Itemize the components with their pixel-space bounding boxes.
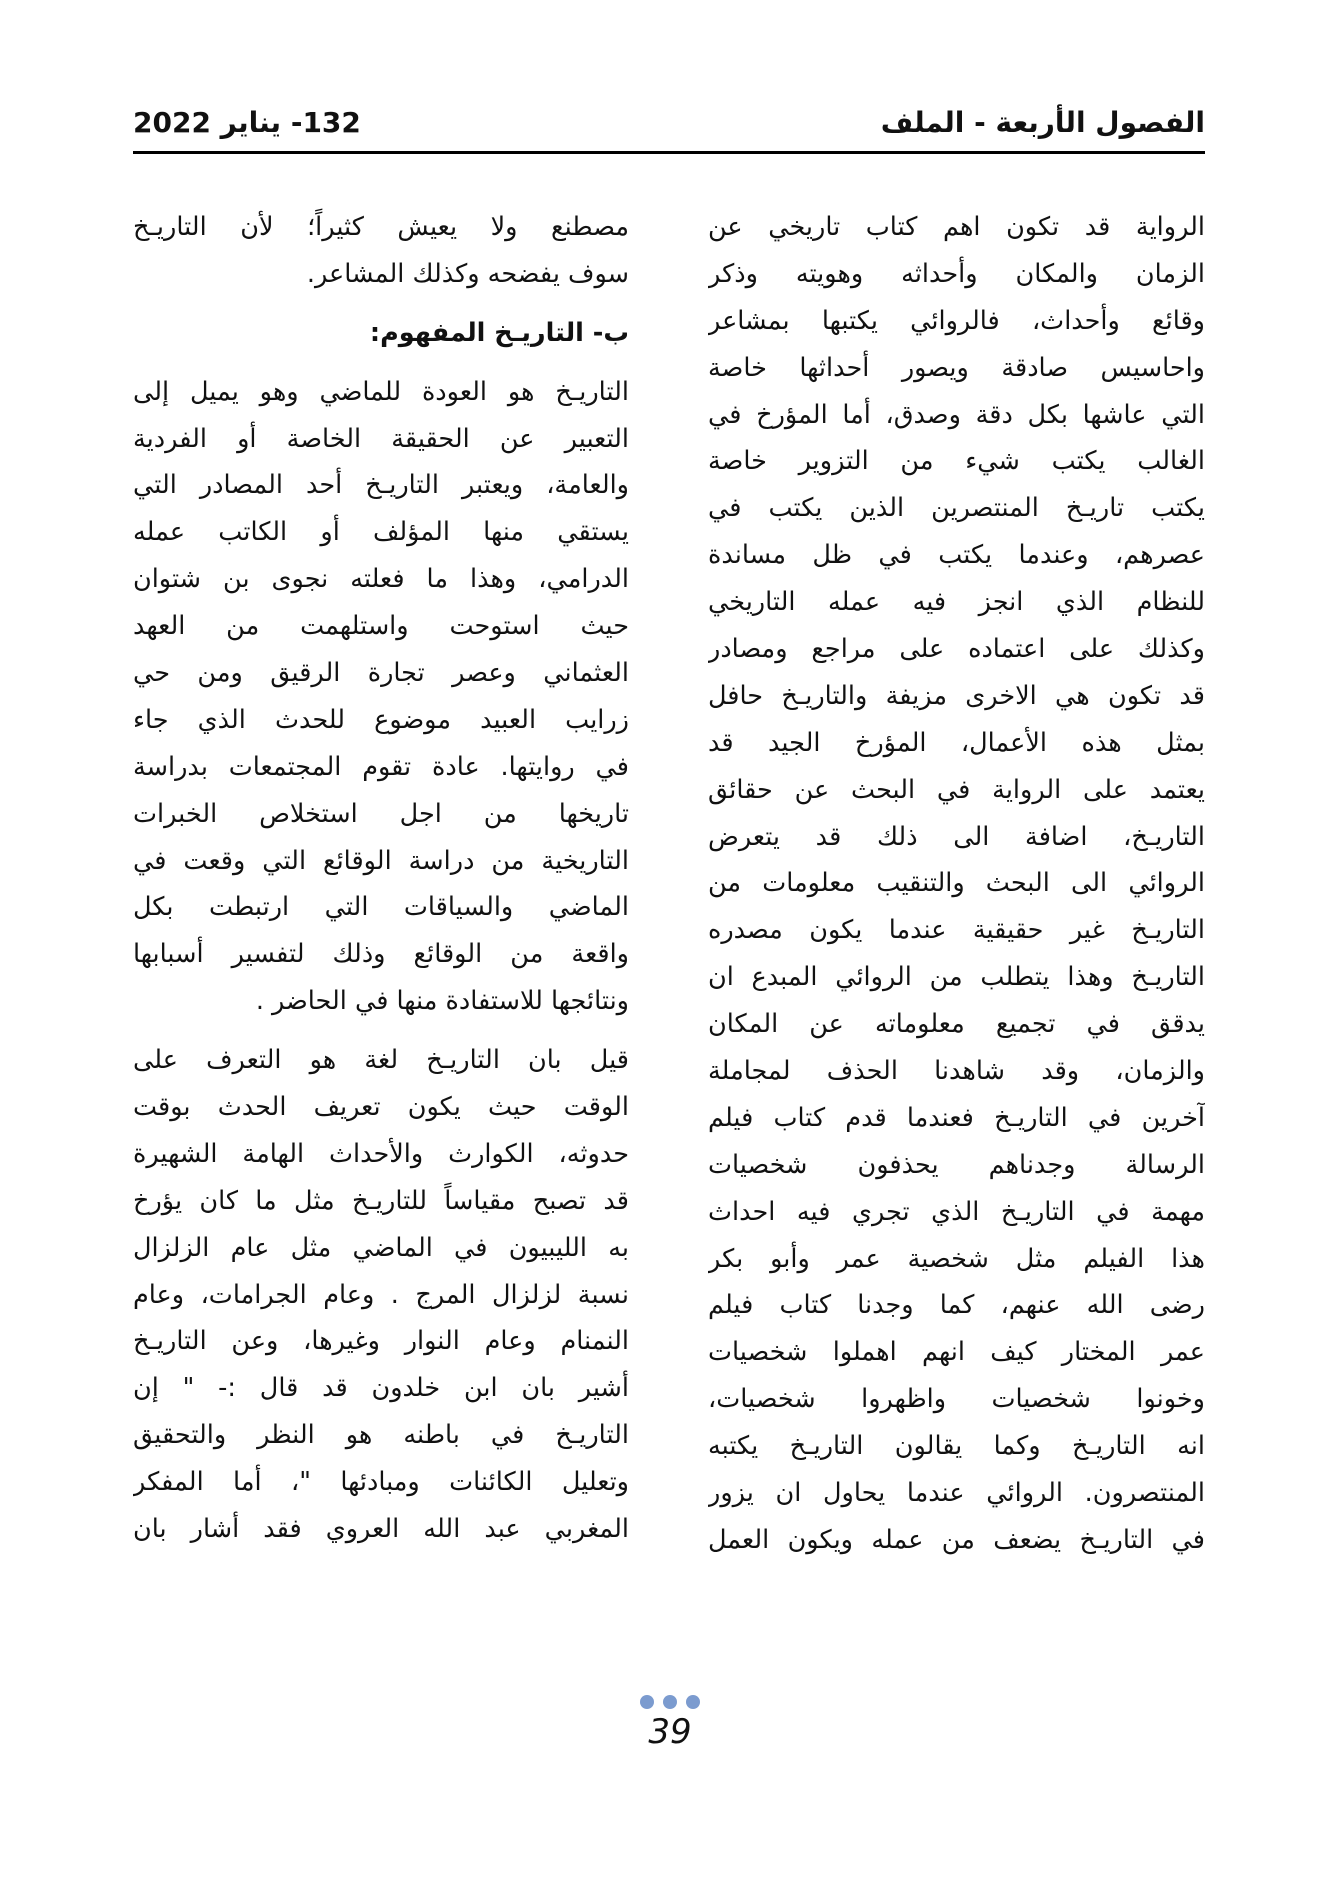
text-line: التاريـخ غير حقيقية عندما يكون مصدره: [708, 915, 1205, 946]
text-line: مهمة في التاريـخ الذي تجري فيه احداث: [708, 1196, 1205, 1227]
text-line: يستقي منها المؤلف أو الكاتب عمله: [133, 517, 629, 548]
text-line: في التاريـخ يضعف من عمله ويكون العمل: [708, 1524, 1205, 1555]
text-line: عمر المختار كيف انهم اهملوا شخصيات: [708, 1337, 1205, 1368]
text-line: الرسالة وجدناهم يحذفون شخصيات: [708, 1149, 1205, 1180]
text-line: انه التاريـخ وكما يقالون التاريـخ يكتبه: [708, 1431, 1205, 1462]
text-line: مصطنع ولا يعيش كثيراً؛ لأن التاريـخ: [133, 212, 629, 242]
text-line: والعامة، ويعتبر التاريـخ أحد المصادر التي: [133, 470, 629, 501]
text-line: التاريـخ وهذا يتطلب من الروائي المبدع ان: [708, 962, 1205, 993]
text-line: نسبة لزلزال المرج . وعام الجرامات، وعام: [133, 1279, 629, 1310]
text-line: الوقت حيث يكون تعريف الحدث بوقت: [133, 1092, 629, 1123]
dot-icon: [640, 1695, 654, 1709]
text-line: أشير بان ابن خلدون قد قال :- " إن: [133, 1373, 629, 1404]
paragraph-spacer: [133, 298, 629, 310]
text-line: يعتمد على الرواية في البحث عن حقائق: [708, 774, 1205, 805]
text-line: العثماني وعصر تجارة الرقيق ومن حي: [133, 658, 629, 689]
text-line: في روايتها. عادة تقوم المجتمعات بدراسة: [133, 751, 629, 782]
text-line: قيل بان التاريـخ لغة هو التعرف على: [133, 1045, 629, 1076]
left-column: [133, 204, 629, 1553]
text-line: التاريخية من دراسة الوقائع التي وقعت في: [133, 845, 629, 876]
text-line: الغالب يكتب شيء من التزوير خاصة: [708, 446, 1205, 477]
text-line: الماضي والسياقات التي ارتبطت بكل: [133, 892, 629, 923]
text-line: هذا الفيلم مثل شخصية عمر وأبو بكر: [708, 1243, 1205, 1274]
text-line: المغربي عبد الله العروي فقد أشار بان: [133, 1514, 629, 1545]
dot-icon: [663, 1695, 677, 1709]
text-line: الرواية قد تكون اهم كتاب تاريخي عن: [708, 212, 1205, 242]
paragraph-spacer: [133, 1025, 629, 1037]
paragraph-history-definition: [133, 369, 629, 1025]
text-line: التاريـخ في باطنه هو النظر والتحقيق: [133, 1420, 629, 1451]
text-line: حيث استوحت واستلهمت من العهد: [133, 611, 629, 642]
text-line: بمثل هذه الأعمال، المؤرخ الجيد قد: [708, 727, 1205, 758]
text-line: وكذلك على اعتماده على مراجع ومصادر: [708, 634, 1205, 665]
text-line: والزمان، وقد شاهدنا الحذف لمجاملة: [708, 1056, 1205, 1087]
text-line: وقائع وأحداث، فالروائي يكتبها بمشاعر: [708, 305, 1205, 336]
issue-date: 132- يناير 2022: [133, 106, 361, 139]
text-line: زرايب العبيد موضوع للحدث الذي جاء: [133, 704, 629, 735]
text-line: آخرين في التاريـخ فعندما قدم كتاب فيلم: [708, 1102, 1205, 1133]
text-line: المنتصرون. الروائي عندما يحاول ان يزور: [708, 1478, 1205, 1509]
paragraph-spacer: [133, 357, 629, 369]
text-line: قد تصبح مقياساً للتاريـخ مثل ما كان يؤرخ: [133, 1185, 629, 1216]
right-column: [708, 204, 1205, 1564]
text-line: النمنام وعام النوار وغيرها، وعن التاريـخ: [133, 1326, 629, 1357]
footer-dots-ornament: [640, 1695, 700, 1711]
text-line: سوف يفضحه وكذلك المشاعر.: [306, 258, 629, 289]
text-line: واحاسيس صادقة ويصور أحداثها خاصة: [708, 352, 1205, 383]
text-line: للنظام الذي انجز فيه عمله التاريخي: [708, 587, 1205, 618]
paragraph-linguistic-definition: [133, 1037, 629, 1553]
text-line: التاريـخ، اضافة الى ذلك قد يتعرض: [708, 821, 1205, 852]
text-line: الدرامي، وهذا ما فعلته نجوى بن شتوان: [133, 564, 629, 595]
text-line: به الليبيون في الماضي مثل عام الزلزال: [133, 1232, 629, 1263]
text-line: التي عاشها بكل دقة وصدق، أما المؤرخ في: [708, 399, 1205, 430]
section-heading: ب- التاريـخ المفهوم:: [369, 317, 629, 348]
text-line: قد تكون هي الاخرى مزيفة والتاريـخ حافل: [708, 680, 1205, 711]
paragraph-continuation: [133, 204, 629, 298]
journal-section-title: الفصول الأربعة - الملف: [880, 106, 1205, 139]
text-line: واقعة من الوقائع وذلك لتفسير أسبابها: [133, 939, 629, 970]
text-line: يدقق في تجميع معلوماته عن المكان: [708, 1009, 1205, 1040]
text-line: الروائي الى البحث والتنقيب معلومات من: [708, 868, 1205, 899]
text-line: التعبير عن الحقيقة الخاصة أو الفردية: [133, 423, 629, 454]
text-line: تاريخها من اجل استخلاص الخبرات: [133, 798, 629, 829]
text-line: حدوثه، الكوارث والأحداث الهامة الشهيرة: [133, 1138, 629, 1169]
text-line: التاريـخ هو العودة للماضي وهو يميل إلى: [133, 376, 629, 407]
text-line: الزمان والمكان وأحداثه وهويته وذكر: [708, 258, 1205, 289]
text-line: وتعليل الكائنات ومبادئها "، أما المفكر: [133, 1467, 629, 1498]
text-line: ونتائجها للاستفادة منها في الحاضر .: [255, 986, 629, 1017]
running-header: [133, 106, 1205, 150]
text-line: رضى الله عنهم، كما وجدنا كتاب فيلم: [708, 1290, 1205, 1321]
text-line: يكتب تاريـخ المنتصرين الذين يكتب في: [708, 493, 1205, 524]
text-line: وخونوا شخصيات واظهروا شخصيات،: [708, 1384, 1205, 1415]
header-divider: [133, 151, 1205, 154]
page-number: 39: [648, 1712, 692, 1752]
dot-icon: [686, 1695, 700, 1709]
text-line: عصرهم، وعندما يكتب في ظل مساندة: [708, 540, 1205, 571]
